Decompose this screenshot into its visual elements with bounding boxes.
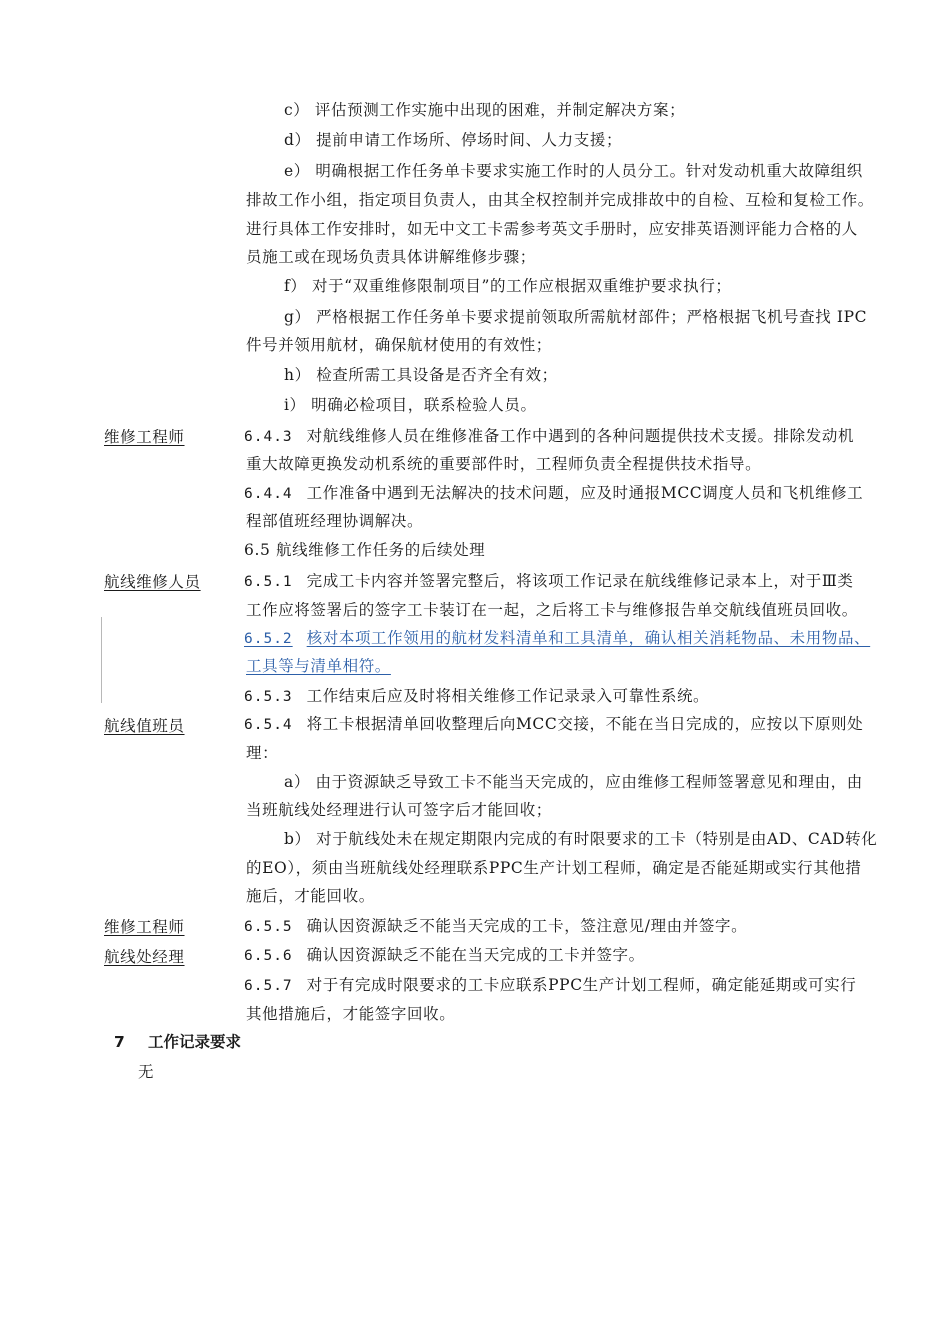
sub-item-b-cont1: 的EO），须由当班航线处经理联系PPC生产计划工程师，确定是否能延期或实行其他措	[246, 859, 862, 877]
list-item-f: f） 对于“双重维修限制项目”的工作应根据双重维护要求执行；	[284, 277, 732, 295]
list-item-i: i） 明确必检项目，联系检验人员。	[284, 396, 537, 414]
section-title: 工作记录要求	[148, 1033, 242, 1051]
clause-number: 6.4.4	[244, 486, 293, 502]
clause-text: 确认因资源缺乏不能在当天完成的工卡并签字。	[306, 946, 645, 964]
clause-6-4-3-cont: 重大故障更换发动机系统的重要部件时，工程师负责全程提供技术指导。	[246, 455, 762, 473]
list-item-c: c） 评估预测工作实施中出现的困难，并制定解决方案；	[284, 101, 686, 119]
clause-6-5-1-cont: 工作应将签署后的签字工卡装订在一起，之后将工卡与维修报告单交航线值班员回收。	[246, 601, 858, 619]
sub-item-a-cont: 当班航线处经理进行认可签字后才能回收；	[246, 801, 552, 819]
list-item-h: h） 检查所需工具设备是否齐全有效；	[284, 366, 558, 384]
list-item-e-cont3: 员施工或在现场负责具体讲解维修步骤；	[246, 248, 536, 266]
role-maintenance-engineer: 维修工程师	[104, 428, 185, 446]
role-line-department-manager: 航线处经理	[104, 948, 185, 966]
clause-number: 6.5.1	[244, 574, 293, 590]
clause-number: 6.5.3	[244, 689, 293, 705]
clause-number: 6.4.3	[244, 429, 293, 445]
list-item-e-cont1: 排故工作小组，指定项目负责人，由其全权控制并完成排故中的自检、互检和复检工作。	[246, 191, 874, 209]
clause-text: 将工卡根据清单回收整理后向MCC交接，不能在当日完成的，应按以下原则处	[306, 715, 864, 733]
sub-item-a: a） 由于资源缺乏导致工卡不能当天完成的，应由维修工程师签署意见和理由，由	[284, 773, 863, 791]
clause-6-5-4-cont: 理：	[246, 744, 279, 762]
clause-text: 核对本项工作领用的航材发料清单和工具清单，确认相关消耗物品、未用物品、	[306, 629, 871, 647]
clause-text: 工作结束后应及时将相关维修工作记录录入可靠性系统。	[306, 687, 710, 705]
role-line-maintenance-staff: 航线维修人员	[104, 573, 201, 591]
clause-number: 6.5.7	[244, 978, 293, 994]
clause-text: 工作准备中遇到无法解决的技术问题，应及时通报MCC调度人员和飞机维修工	[306, 484, 864, 502]
clause-6-5-2-cont: 工具等与清单相符。	[246, 657, 391, 675]
section-7-heading	[114, 1031, 241, 1053]
sub-item-b: b） 对于航线处未在规定期限内完成的有时限要求的工卡（特别是由AD、CAD转化	[284, 830, 878, 848]
clause-6-5-6	[244, 944, 645, 967]
role-maintenance-engineer-2: 维修工程师	[104, 918, 185, 936]
clause-text: 完成工卡内容并签署完整后，将该项工作记录在航线维修记录本上，对于Ⅲ类	[306, 572, 854, 590]
clause-text: 对于有完成时限要求的工卡应联系PPC生产计划工程师，确定能延期或可实行	[306, 976, 857, 994]
role-line-duty-officer: 航线值班员	[104, 717, 185, 735]
clause-6-5-7	[244, 974, 856, 997]
clause-number: 6.5.2	[244, 631, 293, 647]
clause-6-5-7-cont: 其他措施后，才能签字回收。	[246, 1005, 456, 1023]
clause-6-5-1	[244, 570, 854, 593]
sub-item-b-cont2: 施后，才能回收。	[246, 887, 375, 905]
list-item-d: d） 提前申请工作场所、停场时间、人力支援；	[284, 131, 623, 149]
list-item-e: e） 明确根据工作任务单卡要求实施工作时的人员分工。针对发动机重大故障组织	[284, 162, 863, 180]
clause-6-4-4	[244, 482, 863, 505]
section-6-5-heading: 6.5 航线维修工作任务的后续处理	[244, 541, 486, 559]
revision-bar	[101, 617, 102, 703]
list-item-g-cont: 件号并领用航材，确保航材使用的有效性；	[246, 336, 552, 354]
section-number: 7	[114, 1033, 125, 1051]
clause-6-5-5	[244, 915, 747, 938]
section-7-body: 无	[138, 1063, 155, 1081]
clause-6-5-3	[244, 685, 709, 708]
list-item-e-cont2: 进行具体工作安排时，如无中文工卡需参考英文手册时，应安排英语测评能力合格的人	[246, 220, 858, 238]
clause-text: 确认因资源缺乏不能当天完成的工卡，签注意见/理由并签字。	[306, 917, 748, 935]
clause-text: 对航线维修人员在维修准备工作中遇到的各种问题提供技术支援。排除发动机	[306, 427, 855, 445]
clause-number: 6.5.5	[244, 919, 293, 935]
clause-number: 6.5.4	[244, 717, 293, 733]
clause-6-4-3	[244, 425, 854, 448]
clause-6-5-2	[244, 627, 870, 650]
clause-6-5-4	[244, 713, 863, 736]
clause-6-4-4-cont: 程部值班经理协调解决。	[246, 512, 424, 530]
clause-number: 6.5.6	[244, 948, 293, 964]
list-item-g: g） 严格根据工作任务单卡要求提前领取所需航材部件；严格根据飞机号查找 IPC	[284, 308, 868, 326]
